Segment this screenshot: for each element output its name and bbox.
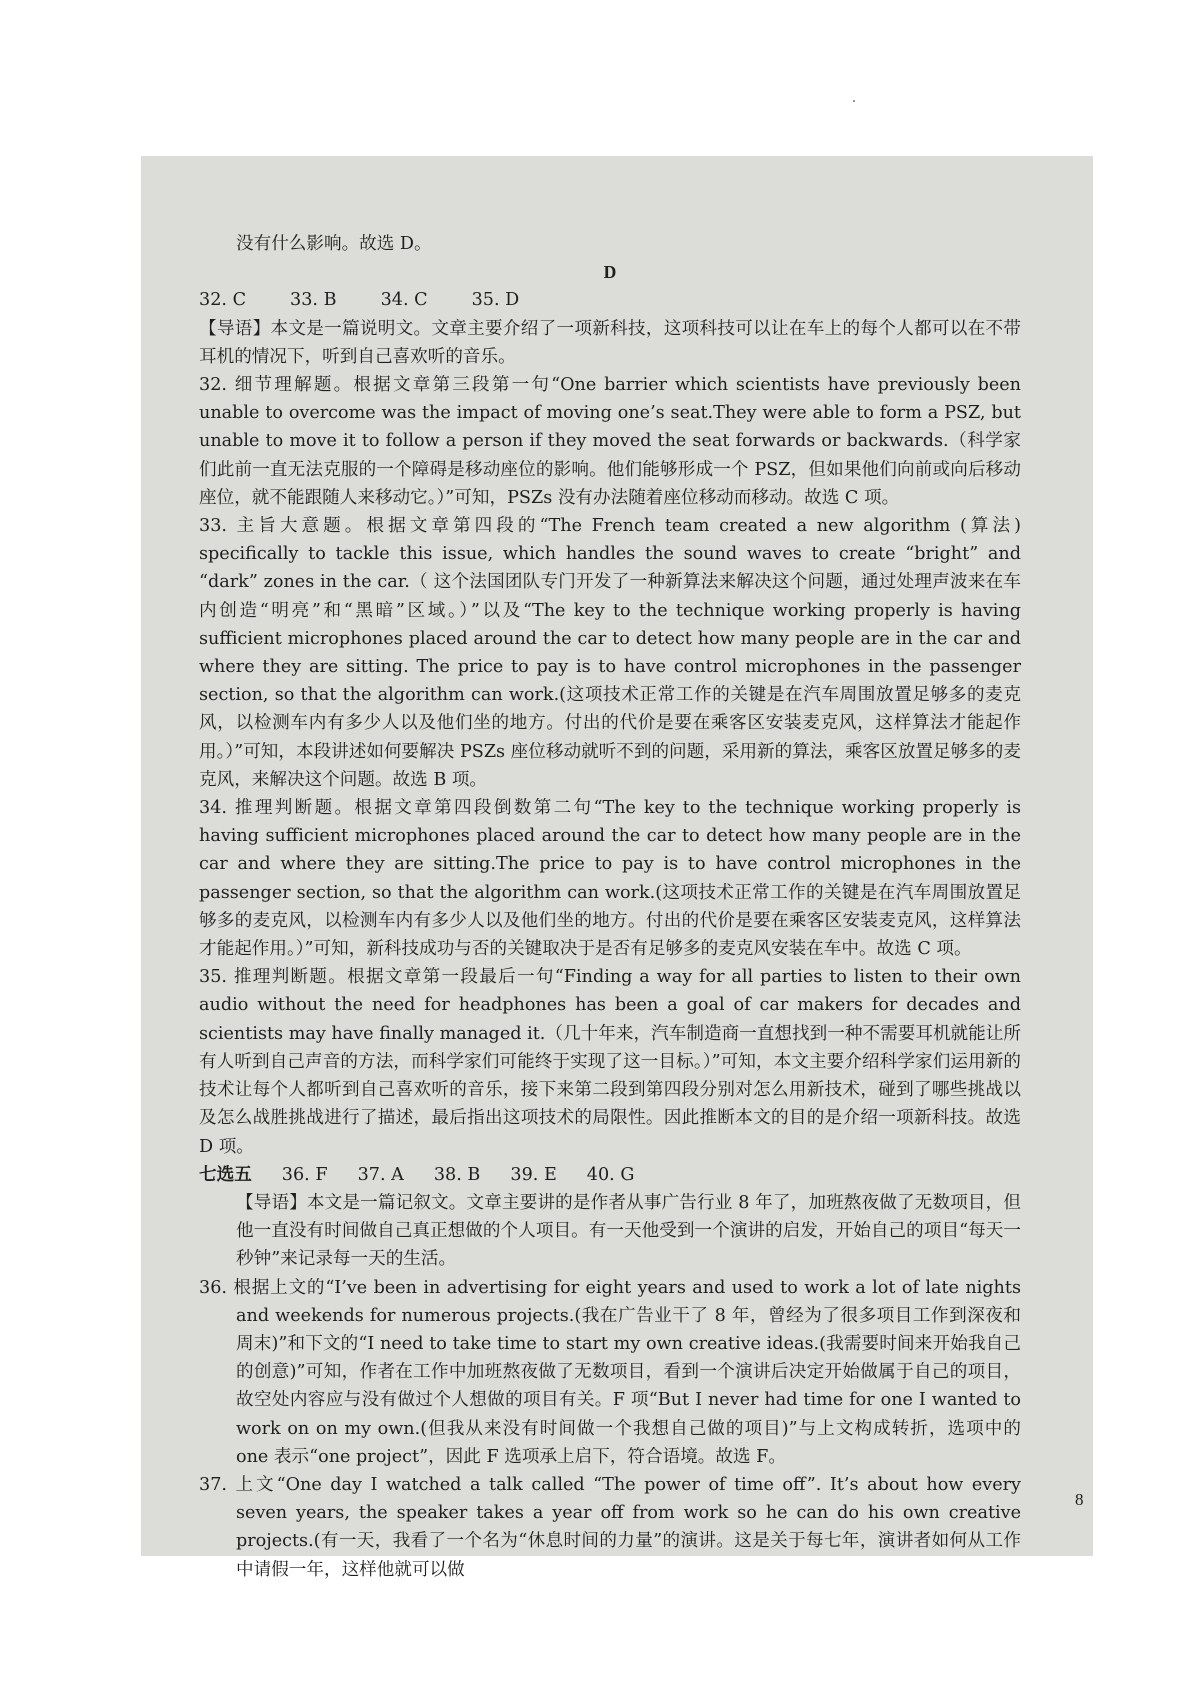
explanation-34: 34. 推理判断题。根据文章第四段倒数第二句“The key to the technique working properly is having sufficient microphones placed around the car to detect how many people are in the car and where they are sitting.The price to pay is to have control microphones in the passenger section, so that the algorithm can work.(这项技术正常工作的关键是在汽车周围放置足够多的麦克风，以检测车内有多少人以及他们坐的地方。付出的代价是要在乘客区安装麦克风，这样算法才能起作用。）”可知，新科技成功与否的关键取决于是否有足够多的麦克风安装在车中。故选 C 项。 xyxy=(199,798,1021,960)
answer-39: 39. E xyxy=(510,1164,557,1185)
explanation-35: 35. 推理判断题。根据文章第一段最后一句“Finding a way for all parties to listen to their own audio without the need for headphones has been a goal of car makers for decades and scientists may have finally managed it.（几十年来，汽车制造商一直想找到一种不需要耳机就能让所有人听到自己声音的方法，而科学家们可能终于实现了这一目标。）”可知，本文主要介绍科学家们运用新的技术让每个人都听到自己喜欢听的音乐，接下来第二段到第四段分别对怎么用新技术，碰到了哪些挑战以及怎么战胜挑战进行了描述，最后指出这项技术的局限性。因此推断本文的目的是介绍一项新科技。故选 D 项。 xyxy=(199,967,1021,1157)
section-heading-d: D xyxy=(603,262,617,283)
answer-37: 37. A xyxy=(357,1164,404,1185)
scanned-page xyxy=(141,156,1093,1580)
section-title: 七选五 xyxy=(199,1163,252,1185)
intro-paragraph-2: 【导语】本文是一篇记叙文。文章主要讲的是作者从事广告行业 8 年了，加班熬夜做了无数项目，但他一直没有时间做自己真正想做的个人项目。有一天他受到一个演讲的启发，开始自己的项目“每天一秒钟”来记录每一天的生活。 xyxy=(236,1192,1021,1270)
answer-40: 40. G xyxy=(586,1164,635,1185)
page-number: 8 xyxy=(1075,1490,1084,1509)
explanation-33: 33. 主旨大意题。根据文章第四段的“The French team created a new algorithm (算法) specifically to tackle this issue, which handles the sound waves to create “bright” and “dark” zones in the car.（ 这个法国团队专门开发了一种新算法来解决这个问题，通过处理声波来在车内创造“明亮”和“黑暗”区域。）”以及“The key to the technique working properly is having sufficient microphones placed around the car to detect how many people are in the car and where they are sitting. The price to pay is to have control microphones in the passenger section, so that the algorithm can work.(这项技术正常工作的关键是在汽车周围放置足够多的麦克风，以检测车内有多少人以及他们坐的地方。付出的代价是要在乘客区安装麦克风，这样算法才能起作用。）”可知，本段讲述如何要解决 PSZs 座位移动就听不到的问题，采用新的算法，乘客区放置足够多的麦克风，来解决这个问题。故选 B 项。 xyxy=(199,516,1021,790)
speck xyxy=(853,100,855,102)
explanation-37: 37. 上文“One day I watched a talk called “The power of time off”. It’s about how every seven years, the speaker takes a year off from work so he can do his own creative projects.(有一天，我看了一个名为“休息时间的力量”的演讲。这是关于每七年，演讲者如何从工作中请假一年，这样他就可以做 xyxy=(199,1474,1021,1580)
explanation-36: 36. 根据上文的“I’ve been in advertising for eight years and used to work a lot of late nights and weekends for numerous projects.(我在广告业干了 8 年，曾经为了很多项目工作到深夜和周末)”和下文的“I need to take time to start my own creative ideas.(我需要时间来开始我自己的创意)”可知，作者在工作中加班熬夜做了无数项目，看到一个演讲后决定开始做属于自己的项目，故空处内容应与没有做过个人想做的项目有关。F 项“But I never had time for one I wanted to work on on my own.(但我从来没有时间做一个我想自己做的项目)”与上文构成转折，选项中的 one 表示“one project”，因此 F 选项承上启下，符合语境。故选 F。 xyxy=(199,1277,1021,1467)
explanation-32: 32. 细节理解题。根据文章第三段第一句“One barrier which scientists have previously been unable to overcome was the impact of moving one’s seat.They were able to form a PSZ, but unable to move it to follow a person if they moved the seat forwards or backwards.（科学家们此前一直无法克服的一个障碍是移动座位的影响。他们能够形成一个 PSZ，但如果他们向前或向后移动座位，就不能跟随人来移动它。）”可知，PSZs 没有办法随着座位移动而移动。故选 C 项。 xyxy=(199,375,1021,508)
page-content xyxy=(199,230,1021,1584)
answer-38: 38. B xyxy=(433,1164,481,1185)
answer-36: 36. F xyxy=(281,1164,328,1185)
answer-32: 32. C xyxy=(199,290,247,311)
answer-34: 34. C xyxy=(380,290,428,311)
answer-33: 33. B xyxy=(290,290,337,311)
answer-35: 35. D xyxy=(471,290,520,311)
answer-key-row xyxy=(199,286,1021,314)
previous-answer-end: 没有什么影响。故选 D。 xyxy=(236,234,432,254)
intro-paragraph: 【导语】本文是一篇说明文。文章主要介绍了一项新科技，这项科技可以让在车上的每个人都可以在不带耳机的情况下，听到自己喜欢听的音乐。 xyxy=(199,318,1021,367)
section-answer-row xyxy=(199,1161,1021,1189)
